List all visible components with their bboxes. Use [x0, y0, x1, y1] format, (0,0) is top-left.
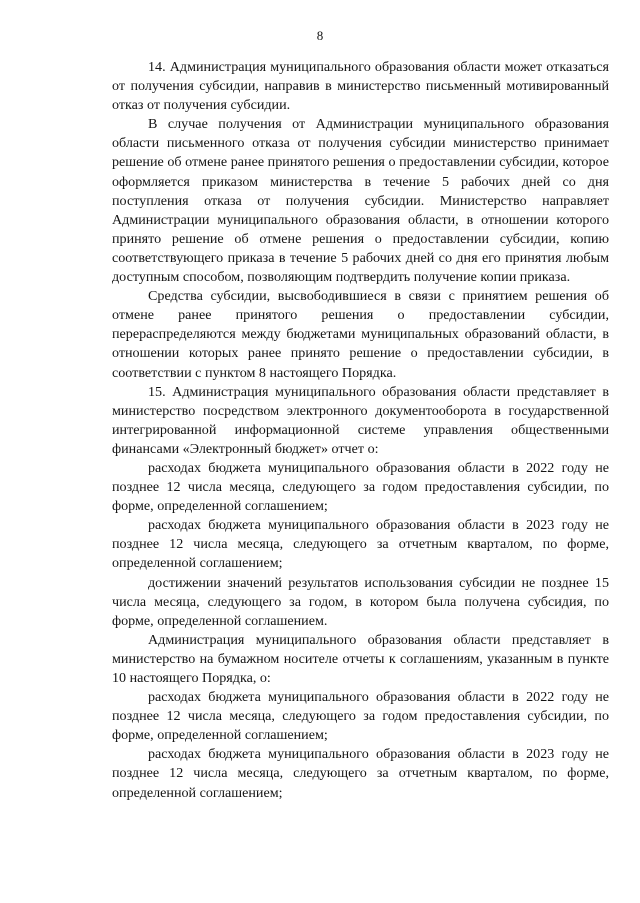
list-item-paper-expenses-2023: расходах бюджета муниципального образования области в 2023 году не позднее 12 числа месяца, следующего за отчетным кварталом, по форме, определенной соглашением;: [112, 746, 609, 801]
paragraph-item-15: 15. Администрация муниципального образования области представляет в министерство посредством электронного документооборота в государственной интегрированной информационной системе управления общественными финансами «Электронный бюджет» отчет о:: [112, 383, 609, 457]
list-item-expenses-2023: расходах бюджета муниципального образования области в 2023 году не позднее 12 числа месяца, следующего за отчетным кварталом, по форме, определенной соглашением;: [112, 517, 609, 572]
paragraph-item-14: 14. Администрация муниципального образования области может отказаться от получения субсидии, направив в министерство письменный мотивированный отказ от получения субсидии.: [112, 59, 609, 114]
list-item-expenses-2022: расходах бюджета муниципального образования области в 2022 году не позднее 12 числа месяца, следующего за годом предоставления субсидии, по форме, определенной соглашением;: [112, 459, 609, 515]
document-body: [112, 58, 609, 803]
list-item-results: достижении значений результатов использования субсидии не позднее 15 числа месяца, следующего за годом, в котором была получена субсидия, по форме, определенной соглашением.: [112, 574, 609, 629]
paragraph-redistribution: Средства субсидии, высвободившиеся в связи с принятием решения об отмене ранее принятого решения о предоставлении субсидии, перераспределяются между бюджетами муниципальных образований области, в отношении которых ранее принято решение о предоставлении субсидии, в соответствии с пунктом 8 настоящего Порядка.: [112, 288, 609, 381]
paragraph-paper-reports: Администрация муниципального образования области представляет в министерство на бумажном носителе отчеты к соглашениям, указанным в пункте 10 настоящего Порядка, о:: [112, 631, 609, 686]
page-number: 8: [316, 28, 324, 43]
paragraph-refusal-procedure: В случае получения от Администрации муниципального образования области письменного отказа от получения субсидии министерство принимает решение об отмене ранее принятого решения о предоставлении субсидии, которое оформляется приказом министерства в течение 5 рабочих дней со дня поступления отказа от получения субсидии. Министерство направляет Администрации муниципального образования области, в отношении которого принято решение об отмене решения о предоставлении субсидии, копию соответствующего приказа в течение 5 рабочих дней со дня его принятия любым доступным способом, позволяющим подтвердить получение копии приказа.: [112, 116, 609, 286]
list-item-paper-expenses-2022: расходах бюджета муниципального образования области в 2022 году не позднее 12 числа месяца, следующего за годом предоставления субсидии, по форме, определенной соглашением;: [112, 689, 609, 744]
